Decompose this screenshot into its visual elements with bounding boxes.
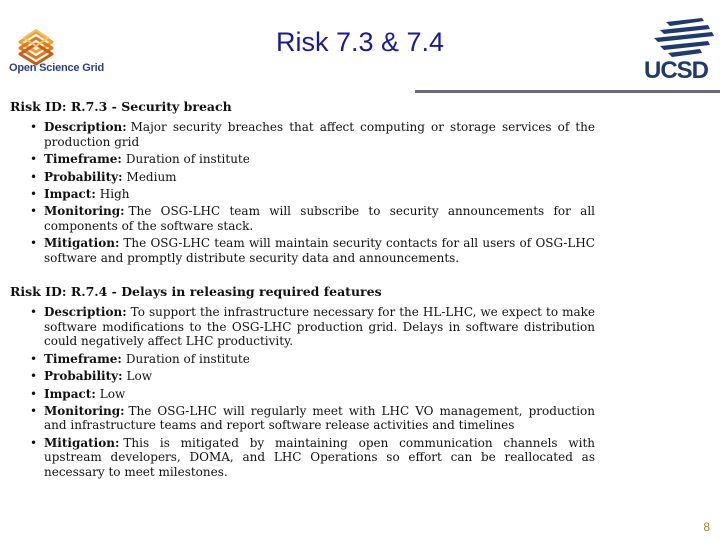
field-value: The OSG-LHC team will subscribe to security announcements for all components of the software stack. [44, 204, 595, 233]
field-value: High [99, 187, 130, 202]
field-value: To support the infrastructure necessary for the HL-LHC, we expect to make software modifications to the OSG-LHC production grid. Delays in software distribution could negatively affect LHC productivity. [44, 305, 595, 349]
field-label: Timeframe: [44, 351, 122, 366]
field-label: Monitoring: [44, 204, 125, 219]
field-value: This is mitigated by maintaining open communication channels with upstream developers, DOMA, and LHC Operations so effort can be reallocated as necessary to meet milestones. [44, 435, 595, 479]
field-value: Duration of institute [125, 351, 250, 366]
field-value: Major security breaches that affect computing or storage services of the production grid [44, 120, 595, 149]
field-label: Mitigation: [44, 236, 120, 251]
risk-heading: Risk ID: R.7.4 - Delays in releasing required features [10, 284, 382, 300]
risk-details-list [10, 305, 595, 478]
field-label: Monitoring: [44, 403, 125, 418]
field-label: Impact: [44, 187, 96, 202]
list-item [10, 387, 595, 401]
field-label: Description: [44, 120, 127, 135]
field-value: Low [126, 369, 152, 384]
list-item [10, 305, 595, 348]
list-item [10, 170, 595, 184]
header-divider [415, 90, 720, 93]
list-item [10, 369, 595, 383]
field-label: Mitigation: [44, 435, 120, 450]
list-item [10, 352, 595, 366]
risk-block-r73 [10, 100, 595, 265]
field-label: Probability: [44, 369, 123, 384]
osg-logo-text: Open Science Grid [9, 62, 105, 74]
risk-block-r74 [10, 285, 595, 479]
field-value: Low [99, 386, 126, 401]
page-number: 8 [703, 520, 710, 534]
ucsd-logo-text: UCSD [644, 57, 709, 84]
slide-title: Risk 7.3 & 7.4 [275, 27, 445, 57]
list-item [10, 152, 595, 166]
field-label: Timeframe: [44, 152, 122, 167]
list-item [10, 436, 595, 479]
field-label: Impact: [44, 386, 96, 401]
field-value: Medium [126, 169, 177, 184]
field-value: Duration of institute [125, 152, 250, 167]
slide-content [10, 100, 595, 482]
list-item [10, 187, 595, 201]
risk-heading: Risk ID: R.7.3 - Security breach [10, 99, 232, 114]
field-label: Probability: [44, 169, 123, 184]
list-item [10, 236, 595, 265]
list-item [10, 404, 595, 433]
risk-details-list [10, 120, 595, 265]
field-value: The OSG-LHC team will maintain security contacts for all users of OSG-LHC software and promptly distribute security data and announcements. [44, 236, 595, 265]
list-item [10, 120, 595, 149]
field-value: The OSG-LHC will regularly meet with LHC VO management, production and infrastructure teams and report software release activities and timelines [44, 403, 595, 433]
field-label: Description: [44, 305, 127, 320]
list-item [10, 204, 595, 233]
